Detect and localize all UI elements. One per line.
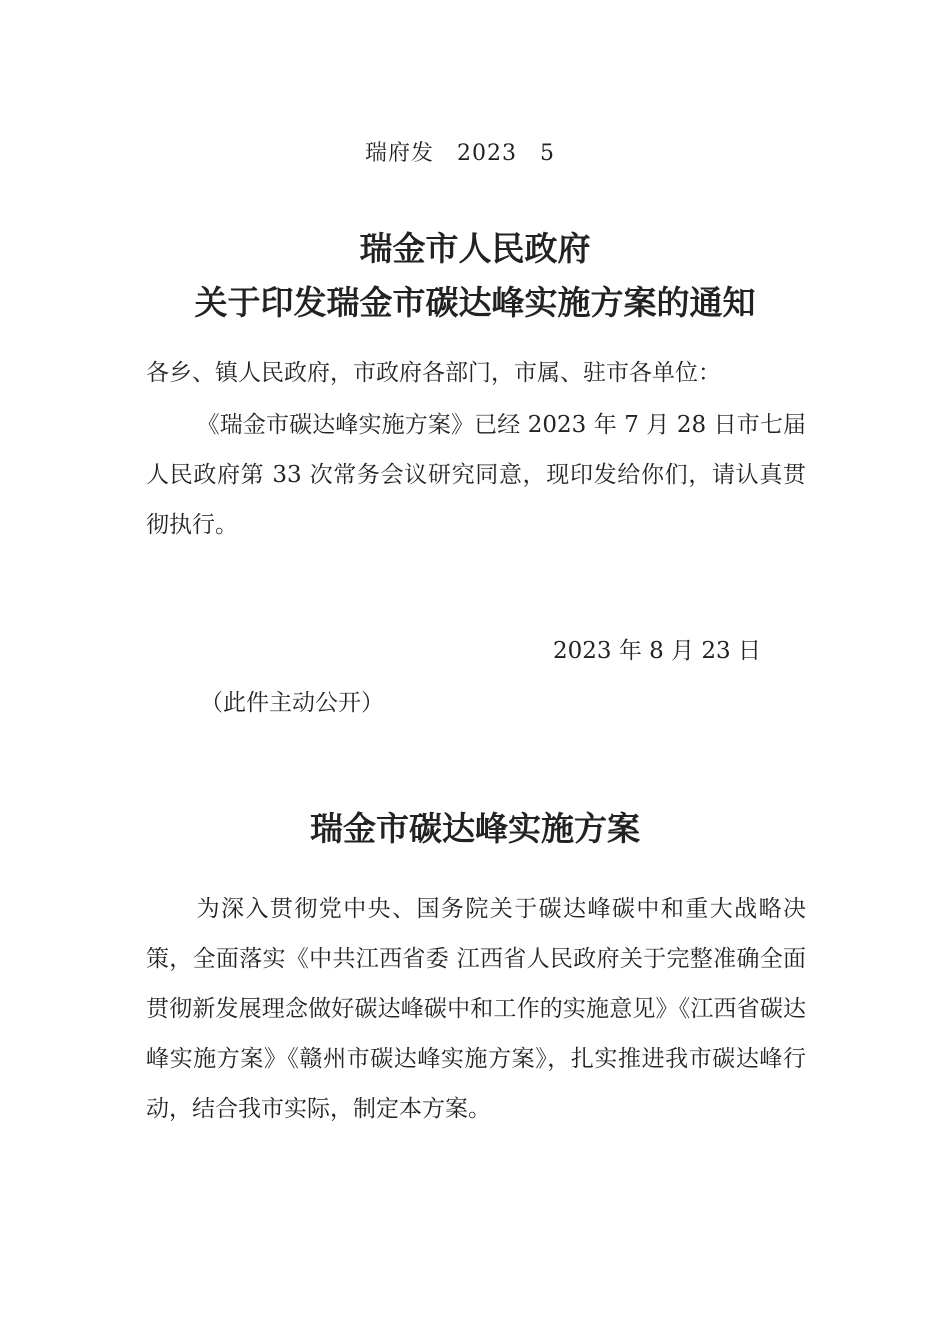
notice-body-paragraph: 《瑞金市碳达峰实施方案》已经 2023 年 7 月 28 日市七届人民政府第 33 次常务会议研究同意，现印发给你们，请认真贯彻执行。 <box>146 412 806 538</box>
plan-intro-paragraph: 为深入贯彻党中央、国务院关于碳达峰碳中和重大战略决策，全面落实《中共江西省委 江西省人民政府关于完整准确全面贯彻新发展理念做好碳达峰碳中和工作的实施意见》《江西省碳达峰实施方案》《赣州市碳达峰实施方案》，扎实推进我市碳达峰行动，结合我市实际，制定本方案。 <box>146 896 806 1122</box>
notice-title-line-2: 关于印发瑞金市碳达峰实施方案的通知 <box>194 283 756 322</box>
issue-date: 2023 年 8 月 23 日 <box>553 638 761 664</box>
disclosure-note: （此件主动公开） <box>200 690 384 716</box>
notice-title <box>0 222 950 330</box>
notice-title-line-1: 瑞金市人民政府 <box>359 229 591 268</box>
document-number: 瑞府发 2023 5 <box>365 141 555 166</box>
addressee-line: 各乡、镇人民政府，市政府各部门，市属、驻市各单位： <box>146 360 721 386</box>
plan-title: 瑞金市碳达峰实施方案 <box>310 809 640 848</box>
